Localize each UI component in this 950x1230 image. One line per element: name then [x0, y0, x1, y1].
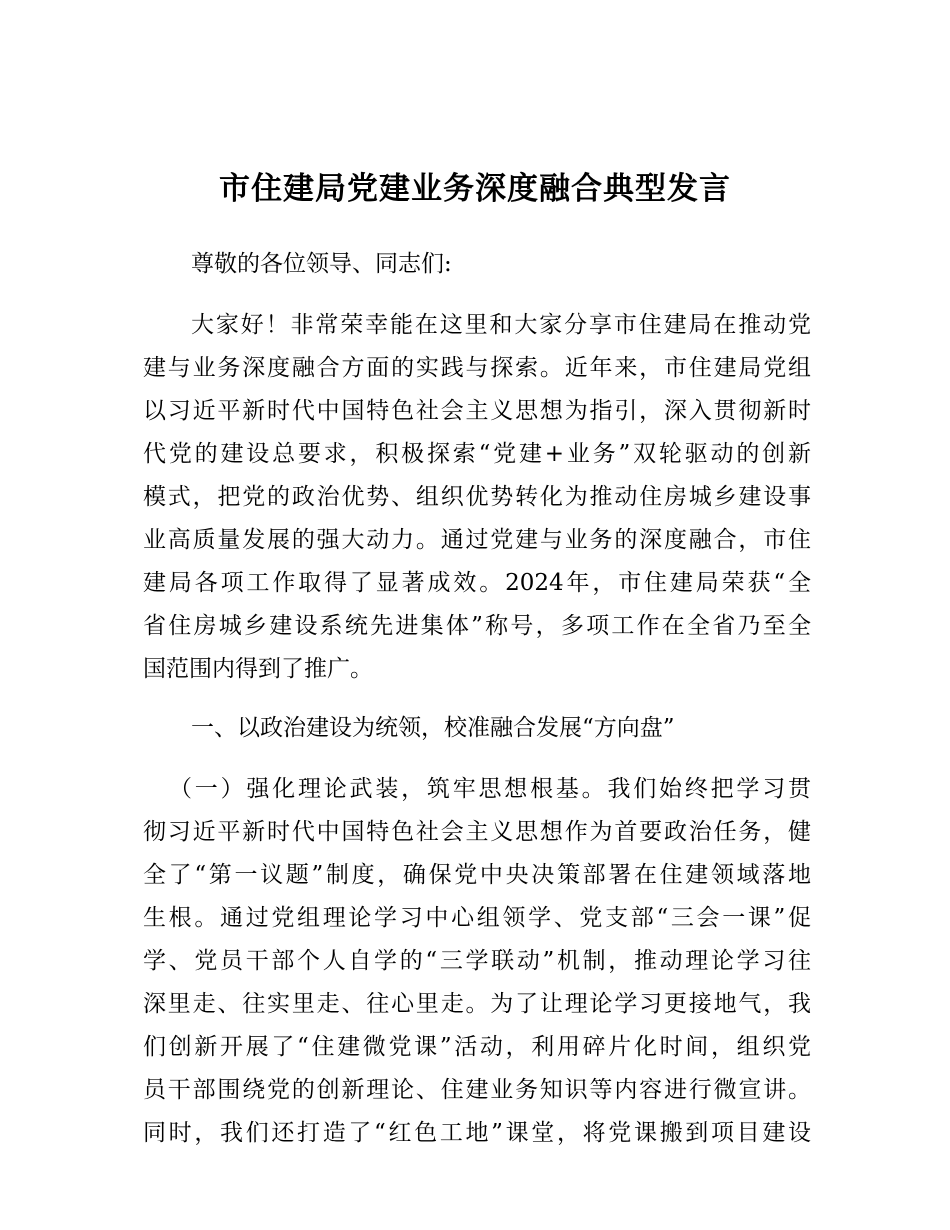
paragraph-line: 同时，我们还打造了“红色工地”课堂，将党课搬到项目建设 [143, 1120, 811, 1146]
paragraph-line: 全了“第一议题”制度，确保党中央决策部署在住建领域落地 [143, 862, 811, 888]
paragraph-line: 生根。通过党组理论学习中心组领学、党支部“三会一课”促 [143, 905, 811, 931]
paragraph-line: 省住房城乡建设系统先进集体”称号，多项工作在全省乃至全 [143, 613, 811, 639]
paragraph-line: 以习近平新时代中国特色社会主义思想为指引，深入贯彻新时 [143, 398, 811, 424]
paragraph-line: 建局各项工作取得了显著成效。2024年，市住建局荣获“全 [143, 570, 811, 596]
paragraph-line: 大家好！非常荣幸能在这里和大家分享市住建局在推动党 [191, 312, 811, 338]
paragraph-line: 学、党员干部个人自学的“三学联动”机制，推动理论学习往 [143, 948, 811, 974]
paragraph-line: （一）强化理论武装，筑牢思想根基。我们始终把学习贯 [169, 776, 811, 802]
section-heading: 一、以政治建设为统领，校准融合发展“方向盘” [191, 715, 675, 741]
paragraph-line: 国范围内得到了推广。 [143, 656, 373, 682]
paragraph-line: 模式，把党的政治优势、组织优势转化为推动住房城乡建设事 [143, 484, 811, 510]
salutation: 尊敬的各位领导、同志们: [191, 251, 452, 277]
paragraph-line: 彻习近平新时代中国特色社会主义思想作为首要政治任务，健 [143, 819, 811, 845]
paragraph-line: 们创新开展了“住建微党课”活动，利用碎片化时间，组织党 [143, 1034, 811, 1060]
paragraph-line: 深里走、往实里走、往心里走。为了让理论学习更接地气，我 [143, 991, 811, 1017]
document-title: 市住建局党建业务深度融合典型发言 [219, 171, 731, 207]
paragraph-line: 建与业务深度融合方面的实践与探索。近年来，市住建局党组 [143, 355, 811, 381]
paragraph-line: 业高质量发展的强大动力。通过党建与业务的深度融合，市住 [143, 527, 811, 553]
paragraph-line: 代党的建设总要求，积极探索“党建+业务”双轮驱动的创新 [143, 441, 811, 467]
paragraph-line: 员干部围绕党的创新理论、住建业务知识等内容进行微宣讲。 [143, 1077, 811, 1103]
